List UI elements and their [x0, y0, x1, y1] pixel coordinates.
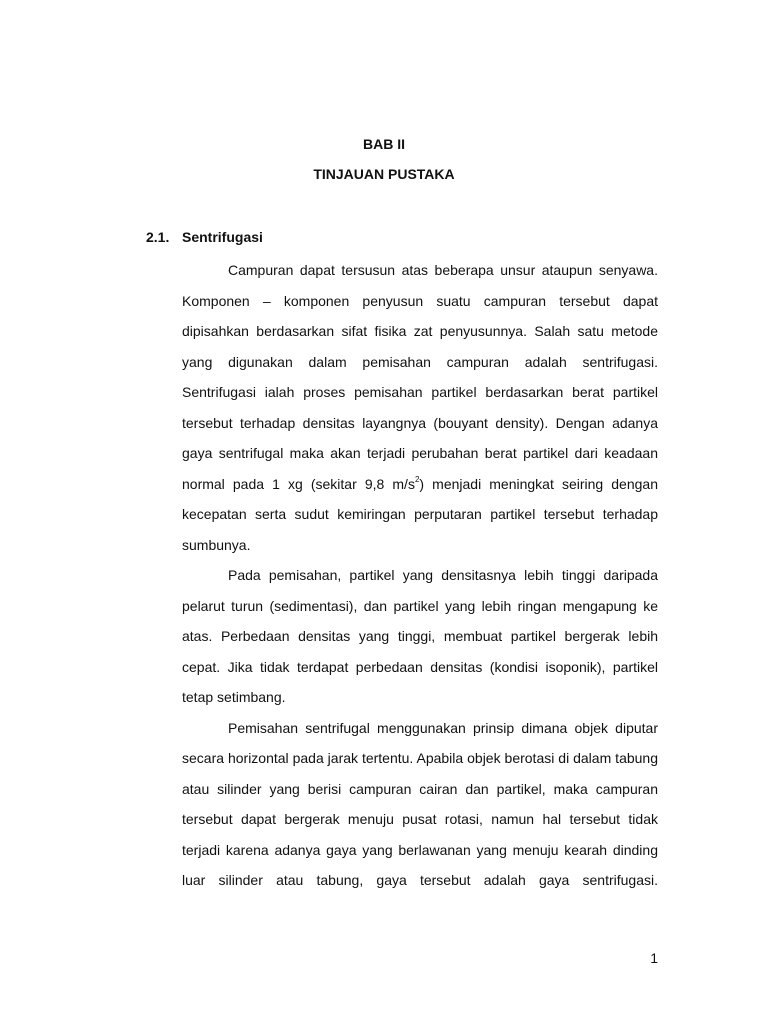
paragraph-2: Pada pemisahan, partikel yang densitasnya lebih tinggi daripada pelarut turun (sedimentasi), dan partikel yang lebih ringan mengapung ke atas. Perbedaan densitas yang tinggi, membuat partikel bergerak lebih cepat. Jika tidak terdapat perbedaan densitas (kondisi isoponik), partikel tetap setimbang.	[182, 567, 658, 705]
paragraph-1	[182, 255, 658, 560]
paragraph-1-text-a: Campuran dapat tersusun atas beberapa unsur ataupun senyawa. Komponen – komponen penyusun suatu campuran tersebut dapat dipisahkan berdasarkan sifat fisika zat penyusunnya. Salah satu metode yang digunakan dalam pemisahan campuran adalah sentrifugasi. Sentrifugasi ialah proses pemisahan partikel berdasarkan berat partikel tersebut terhadap densitas layangnya (bouyant density). Dengan adanya gaya sentrifugal maka akan terjadi perubahan berat partikel dari keadaan normal pada 1 xg (sekitar 9,8 m/s	[182, 262, 658, 492]
section-title: Sentrifugasi	[182, 229, 263, 245]
body-text	[182, 255, 658, 896]
chapter-heading: BAB II	[363, 136, 405, 152]
section-number: 2.1.	[146, 229, 170, 245]
section-heading	[146, 229, 263, 245]
paragraph-1-text-b: ) menjadi meningkat seiring dengan kecepatan serta sudut kemiringan perputaran partikel tersebut terhadap sumbunya.	[182, 475, 658, 553]
paragraph-3: Pemisahan sentrifugal menggunakan prinsip dimana objek diputar secara horizontal pada jarak tertentu. Apabila objek berotasi di dalam tabung atau silinder yang berisi campuran cairan dan partikel, maka campuran tersebut dapat bergerak menuju pusat rotasi, namun hal tersebut tidak terjadi karena adanya gaya yang berlawanan yang menuju kearah dinding luar silinder atau tabung, gaya tersebut adalah gaya sentrifugasi.	[182, 719, 658, 888]
page-number: 1	[650, 950, 658, 966]
chapter-title: TINJAUAN PUSTAKA	[313, 166, 455, 182]
superscript-2: 2	[414, 474, 420, 484]
